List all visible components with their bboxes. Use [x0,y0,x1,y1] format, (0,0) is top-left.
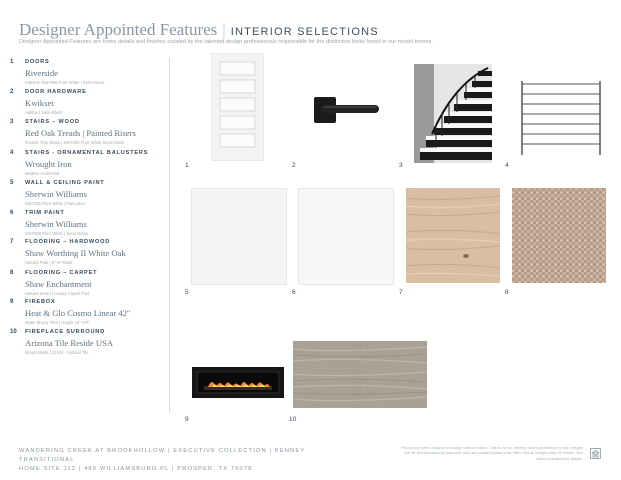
image-label: 6 [292,289,296,296]
image-label: 9 [185,416,189,423]
title-separator: | [222,20,226,39]
door-lever-image [303,94,383,128]
selection-detail: Modern Horizontal [25,171,60,176]
image-label: 10 [289,416,297,423]
image-label: 2 [292,162,296,169]
selection-detail: SW7035 Pure White | Flat Latex [25,201,85,206]
selection-category: FLOORING – HARDWOOD [25,239,111,245]
footer-style-line: TRANSITIONAL [19,456,75,463]
wall-paint-swatch [191,188,287,285]
column-divider [169,58,170,413]
hardwood-swatch [406,188,500,283]
carpet-swatch [512,188,606,283]
selection-name: Shaw Worthing II White Oak [25,248,126,258]
footer-community-line: WANDERING CREEK AT BROOKHOLLOW | EXECUTIVE COLLECTION | KENNEY [19,448,306,454]
selection-detail: Matte Ebony Trim | Height 18" AFF [25,320,90,325]
selection-category: FIREPLACE SURROUND [25,329,105,335]
image-label: 4 [505,162,509,169]
staircase-image [414,64,492,163]
selection-number: 9 [10,299,14,305]
selection-detail: Painted: SW7006 Pure White | Semi-Gloss [25,80,105,85]
fireplace-surround-tile-image [293,341,427,408]
selection-detail: SW7005 Pure White | Semi-Gloss [25,231,88,236]
selection-name: Sherwin Williams [25,219,87,229]
selection-category: DOORS [25,59,50,65]
equal-housing-icon [590,446,601,457]
door-image [211,53,264,161]
title-section-label: INTERIOR SELECTIONS [230,26,379,38]
selection-number: 3 [10,119,14,125]
image-label: 7 [399,289,403,296]
page-description: Designer Appointed Features are home details and finishes curated by the talented design professionals responsible for the distinctive looks found in our model homes. [19,39,433,45]
page-title [19,20,379,40]
title-text: Designer Appointed Features [19,20,218,39]
selection-detail: Natural Wood | Luxury Carpet Pad [25,291,89,296]
selection-number: 10 [10,329,17,335]
selection-number: 8 [10,270,14,276]
selection-name: Shaw Enchantment [25,279,92,289]
selection-category: STAIRS - ORNAMENTAL BALUSTERS [25,150,149,156]
selection-number: 4 [10,150,14,156]
selection-category: FLOORING – CARPET [25,270,98,276]
selection-category: STAIRS – WOOD [25,119,80,125]
trim-paint-swatch [298,188,394,285]
selection-name: Kwikset [25,98,54,108]
selection-detail: Treads: True Black | SW7006 Pure White Semi-Gloss [25,140,125,145]
selection-number: 7 [10,239,14,245]
selection-detail: Halifax | Satin Black [25,110,63,115]
selection-category: TRIM PAINT [25,210,65,216]
footer-disclaimer: Prices and offers subject to change without notice. This is not an offering where prohibited by law. Images are for representational purposes only and actual product may differ. Not all images may be shown. See sales consultant for details. [401,445,583,461]
selection-category: WALL & CEILING PAINT [25,180,105,186]
image-label: 5 [185,289,189,296]
image-label: 8 [505,289,509,296]
selection-name: Red Oak Treads | Painted Risers [25,128,136,138]
selection-name: Arizona Tile Reside USA [25,338,114,348]
selection-number: 1 [10,59,14,65]
selection-detail: Natural Park | 9" W Plank [25,260,73,265]
baluster-image [519,81,603,155]
image-label: 1 [185,162,189,169]
selection-name: Sherwin Williams [25,189,87,199]
linear-fireplace-image [192,367,284,398]
selection-detail: Brown Matte | 12x24 - Vertical Tile [25,350,89,355]
selection-name: Riverside [25,68,58,78]
selection-category: DOOR HARDWARE [25,89,87,95]
selection-number: 6 [10,210,14,216]
selection-name: Heat & Glo Cosmo Linear 42" [25,308,131,318]
footer-homesite-line: HOME SITE 112 | 480 WILLIAMSBURG PL | PROSPER, TX 75078 [19,465,253,472]
selection-category: FIREBOX [25,299,56,305]
selection-number: 5 [10,180,14,186]
footer-address [19,447,305,473]
selection-name: Wrought Iron [25,159,72,169]
selection-number: 2 [10,89,14,95]
image-label: 3 [399,162,403,169]
